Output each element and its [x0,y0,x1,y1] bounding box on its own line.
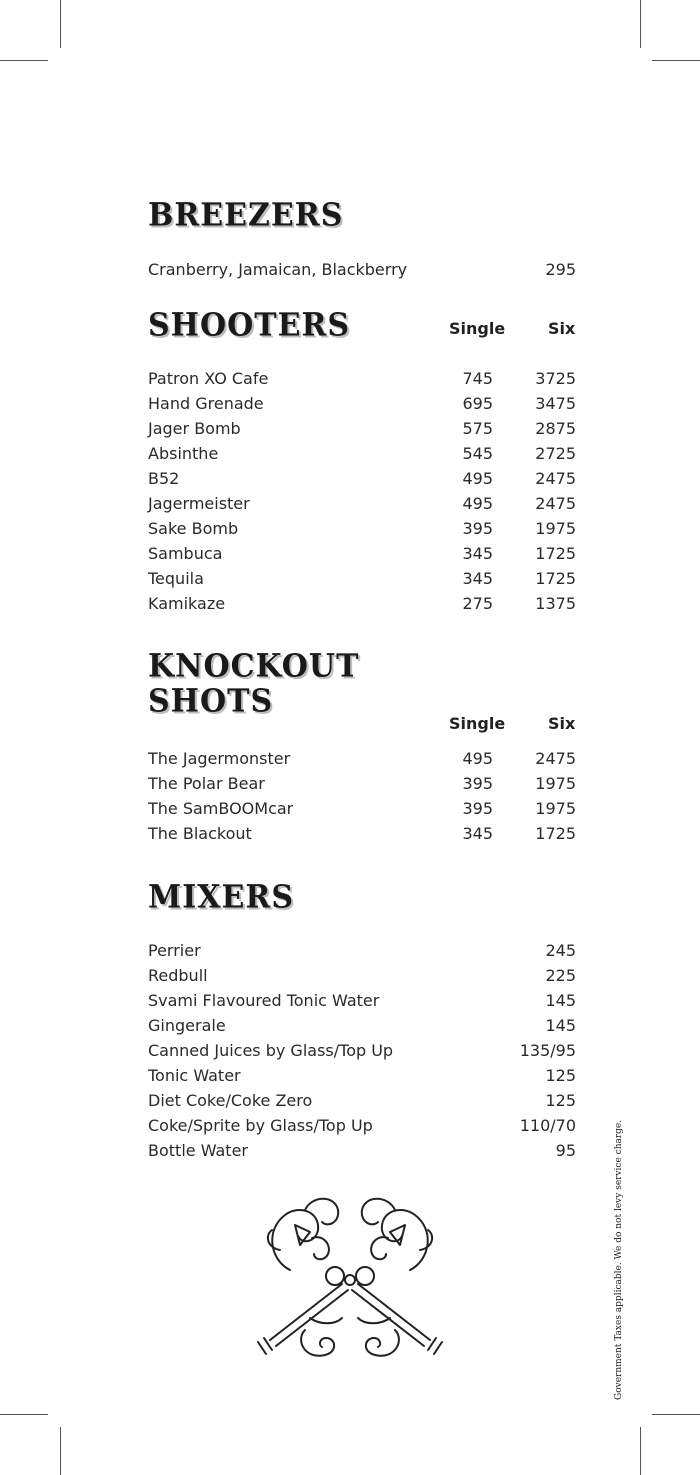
item-price-six: 2725 [535,444,576,463]
item-price: 125 [545,1091,576,1110]
item-price: 225 [545,966,576,985]
menu-item [148,491,578,516]
menu-item [148,566,578,591]
menu-item [148,1088,578,1113]
item-name: Jager Bomb [148,419,241,438]
item-price-single: 745 [462,369,493,388]
footer-note: Government Taxes applicable. We do not levy service charge. [614,1119,624,1400]
item-price-single: 275 [462,594,493,613]
menu-item [148,963,578,988]
item-name: Hand Grenade [148,394,264,413]
menu-item [148,516,578,541]
item-price-six: 1375 [535,594,576,613]
menu-item [148,771,578,796]
item-name: Tequila [148,569,204,588]
menu-item [148,591,578,616]
item-price-six: 1725 [535,544,576,563]
item-price-six: 2475 [535,749,576,768]
item-price-six: 2875 [535,419,576,438]
item-name: The SamBOOMcar [148,799,294,818]
section-title-knockout-line2: SHOTS [148,682,274,720]
menu-item [148,938,578,963]
section-title-mixers: MIXERS [148,878,294,916]
item-price: 295 [545,260,576,279]
item-price-six: 1975 [535,519,576,538]
item-price: 125 [545,1066,576,1085]
menu-item [148,1138,578,1163]
item-name: Gingerale [148,1016,226,1035]
item-price-single: 345 [462,569,493,588]
item-name: Absinthe [148,444,219,463]
column-header-six: Six [548,319,576,338]
item-price-six: 3475 [535,394,576,413]
item-price-six: 3725 [535,369,576,388]
menu-item [148,466,578,491]
crop-mark [0,1414,48,1415]
item-price: 145 [545,991,576,1010]
item-price-single: 495 [462,469,493,488]
menu-item [148,1063,578,1088]
item-name: Canned Juices by Glass/Top Up [148,1041,394,1060]
item-price-six: 2475 [535,494,576,513]
item-name: Cranberry, Jamaican, Blackberry [148,260,408,279]
menu-item [148,366,578,391]
menu-item [148,746,578,771]
crop-mark [640,0,641,48]
crop-mark [0,60,48,61]
item-name: Sambuca [148,544,223,563]
item-name: The Blackout [148,824,252,843]
item-price-six: 1975 [535,799,576,818]
item-price: 110/70 [519,1116,576,1135]
item-price-six: 1975 [535,774,576,793]
item-name: The Jagermonster [148,749,291,768]
item-price-single: 345 [462,544,493,563]
column-header-single: Single [449,714,506,733]
item-name: Jagermeister [148,494,250,513]
item-price: 95 [555,1141,576,1160]
menu-item [148,821,578,846]
menu-item [148,1113,578,1138]
crop-mark [640,1427,641,1475]
item-price-single: 695 [462,394,493,413]
item-name: Redbull [148,966,208,985]
crossed-keys-icon [250,1190,450,1370]
menu-item [148,257,578,282]
item-price-single: 345 [462,824,493,843]
menu-item [148,541,578,566]
menu-item [148,441,578,466]
section-title-shooters: SHOOTERS [148,306,351,344]
crop-mark [60,1427,61,1475]
item-name: Kamikaze [148,594,226,613]
item-name: Patron XO Cafe [148,369,269,388]
menu-item [148,1038,578,1063]
menu-item [148,391,578,416]
section-title-breezers: BREEZERS [148,196,344,234]
item-price-single: 575 [462,419,493,438]
item-price: 135/95 [519,1041,576,1060]
item-price-single: 395 [462,774,493,793]
item-name: Perrier [148,941,201,960]
column-header-six: Six [548,714,576,733]
item-name: Svami Flavoured Tonic Water [148,991,380,1010]
menu-item [148,796,578,821]
item-name: Sake Bomb [148,519,239,538]
item-name: Coke/Sprite by Glass/Top Up [148,1116,373,1135]
item-price-single: 395 [462,519,493,538]
item-name: Bottle Water [148,1141,248,1160]
crop-mark [652,1414,700,1415]
item-name: Tonic Water [148,1066,241,1085]
item-price-six: 2475 [535,469,576,488]
menu-item [148,1013,578,1038]
item-name: Diet Coke/Coke Zero [148,1091,313,1110]
item-price-single: 495 [462,749,493,768]
menu-item [148,416,578,441]
menu-item [148,988,578,1013]
item-price-six: 1725 [535,824,576,843]
crop-mark [60,0,61,48]
item-name: B52 [148,469,180,488]
item-price-single: 495 [462,494,493,513]
item-price-single: 395 [462,799,493,818]
item-price-six: 1725 [535,569,576,588]
section-title-knockout-line1: KNOCKOUT [148,647,360,685]
item-price: 245 [545,941,576,960]
item-price-single: 545 [462,444,493,463]
item-name: The Polar Bear [148,774,265,793]
column-header-single: Single [449,319,506,338]
item-price: 145 [545,1016,576,1035]
crop-mark [652,60,700,61]
